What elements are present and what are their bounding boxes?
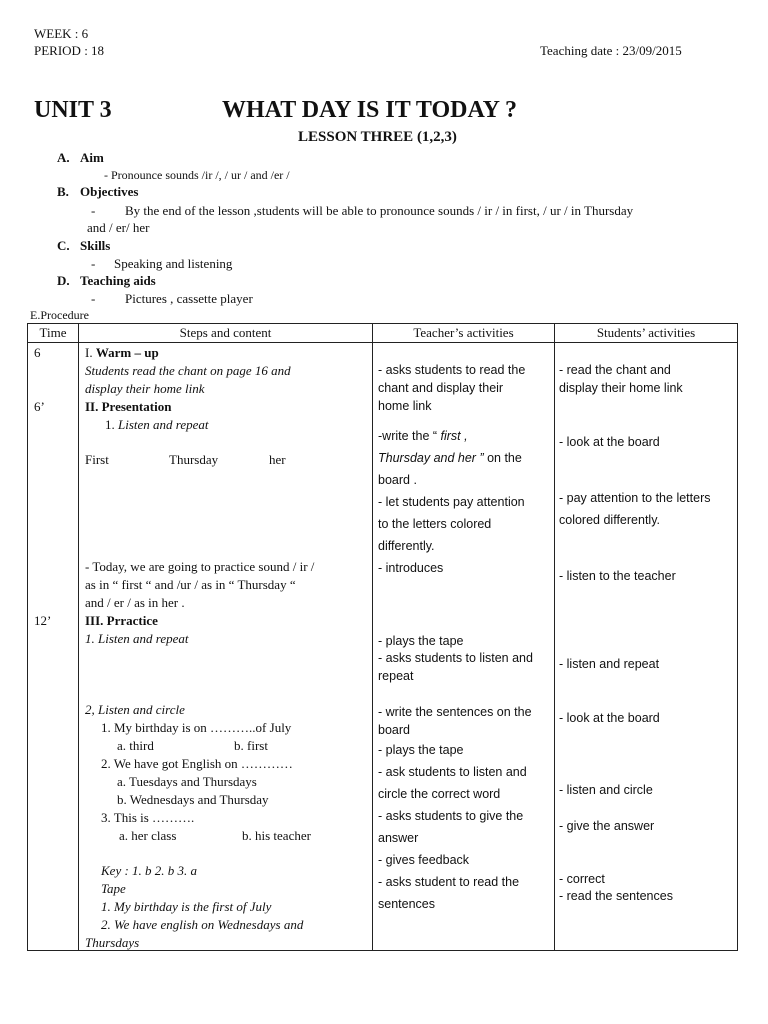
- warmup-title: Warm – up: [95, 345, 159, 360]
- section-title: Skills: [80, 238, 111, 253]
- intro-text: as in “ first “ and /ur / as in “ Thursday “: [85, 577, 296, 592]
- table-row: [28, 343, 738, 951]
- student-activity: - look at the board: [559, 711, 660, 725]
- section-item: - Pronounce sounds /ir /, / ur / and /er /: [104, 168, 290, 182]
- teacher-activity: to the letters colored: [378, 517, 492, 531]
- answer-key: Key : 1. b 2. b 3. a: [101, 863, 198, 878]
- target-word-her: her: [269, 452, 286, 467]
- bullet-dash: -: [91, 203, 96, 218]
- option: b. first: [234, 738, 268, 753]
- bullet-dash: -: [91, 256, 96, 271]
- student-activity: - listen and repeat: [559, 657, 660, 671]
- teacher-activity: board .: [378, 473, 417, 487]
- section-letter: A.: [57, 150, 70, 165]
- target-word-first: First: [85, 452, 109, 467]
- student-activity: - read the sentences: [559, 889, 673, 903]
- section-item: Pictures , cassette player: [125, 291, 253, 306]
- activity-words: first ,: [440, 429, 468, 443]
- teacher-activity: - gives feedback: [378, 853, 470, 867]
- question: 2. We have got English on …………: [101, 756, 293, 771]
- teacher-activity: - asks students to read the: [378, 363, 526, 377]
- lesson-title: LESSON THREE (1,2,3): [298, 129, 457, 145]
- unit-number: UNIT 3: [34, 97, 112, 123]
- student-activity: - look at the board: [559, 435, 660, 449]
- option: b. his teacher: [242, 828, 311, 843]
- section-title: Aim: [80, 150, 104, 165]
- teacher-cell: [373, 343, 555, 951]
- practice-heading: III. Prractice: [85, 613, 158, 628]
- teacher-activity: [378, 451, 522, 465]
- presentation-subheading: [105, 417, 209, 433]
- student-activity: - correct: [559, 872, 605, 886]
- teacher-activity: - let students pay attention: [378, 495, 525, 509]
- activity-text: -write the “: [378, 429, 441, 443]
- section-item-cont: and / er/ her: [87, 220, 150, 235]
- warmup-text: display their home link: [85, 381, 205, 396]
- option: a. her class: [119, 828, 177, 843]
- header-teacher: Teacher’s activities: [373, 324, 555, 343]
- time-practice: 12’: [34, 613, 52, 628]
- question: 3. This is ……….: [101, 810, 195, 825]
- tape-text: 1. My birthday is the first of July: [101, 899, 272, 914]
- unit-title: WHAT DAY IS IT TODAY ?: [222, 97, 518, 123]
- period-label: PERIOD : 18: [34, 43, 105, 58]
- student-activity: - listen to the teacher: [559, 569, 676, 583]
- steps-cell: [79, 343, 373, 951]
- teaching-date: Teaching date : 23/09/2015: [540, 43, 682, 58]
- teacher-activity: repeat: [378, 669, 414, 683]
- teacher-activity: - asks students to give the: [378, 809, 524, 823]
- presentation-heading: II. Presentation: [85, 399, 172, 414]
- teacher-activity: [378, 429, 468, 443]
- teacher-activity: differently.: [378, 539, 435, 553]
- section-title: Objectives: [80, 184, 139, 199]
- teacher-activity: - plays the tape: [378, 634, 464, 648]
- teacher-activity: - plays the tape: [378, 743, 464, 757]
- student-activity: - read the chant and: [559, 363, 671, 377]
- teacher-activity: sentences: [378, 897, 435, 911]
- student-activity: - pay attention to the letters: [559, 491, 711, 505]
- intro-text: - Today, we are going to practice sound / ir /: [85, 559, 315, 574]
- section-item: Speaking and listening: [114, 256, 233, 271]
- practice-subheading: 1. Listen and repeat: [85, 631, 189, 646]
- header-students: Students’ activities: [555, 324, 738, 343]
- header-time: Time: [28, 324, 79, 343]
- practice-subheading: 2, Listen and circle: [85, 702, 185, 717]
- procedure-table: [27, 323, 738, 951]
- section-letter: C.: [57, 238, 70, 253]
- student-activity: - listen and circle: [559, 783, 653, 797]
- option: b. Wednesdays and Thursday: [117, 792, 269, 807]
- teacher-activity: answer: [378, 831, 419, 845]
- teacher-activity: - asks student to read the: [378, 875, 520, 889]
- time-presentation: 6’: [34, 399, 45, 414]
- activity-words: Thursday and her ”: [378, 451, 484, 465]
- sub-title: Listen and repeat: [118, 417, 209, 432]
- time-cell: [28, 343, 79, 951]
- teacher-activity: chant and display their: [378, 381, 504, 395]
- header-steps: Steps and content: [79, 324, 373, 343]
- teacher-activity: - asks students to listen and: [378, 651, 533, 665]
- student-activity: colored differently.: [559, 513, 660, 527]
- sub-number: 1.: [105, 417, 118, 432]
- tape-label: Tape: [101, 881, 126, 896]
- option: a. Tuesdays and Thursdays: [117, 774, 257, 789]
- teacher-activity: - introduces: [378, 561, 444, 575]
- section-letter: D.: [57, 273, 70, 288]
- student-activity: display their home link: [559, 381, 683, 395]
- tape-text: Thursdays: [85, 935, 140, 950]
- intro-text: and / er / as in her .: [85, 595, 185, 610]
- bullet-dash: -: [91, 291, 96, 306]
- time-warmup: 6: [34, 345, 41, 360]
- target-word-thursday: Thursday: [169, 452, 219, 467]
- warmup-number: I.: [85, 345, 96, 360]
- warmup-heading: [85, 345, 159, 361]
- warmup-text: Students read the chant on page 16 and: [85, 363, 291, 378]
- option: a. third: [117, 738, 154, 753]
- section-item: By the end of the lesson ,students will be able to pronounce sounds / ir / in first, / ur / in Thursday: [125, 203, 634, 218]
- section-letter: B.: [57, 184, 69, 199]
- teacher-activity: - write the sentences on the: [378, 705, 532, 719]
- question: 1. My birthday is on ………..of July: [101, 720, 292, 735]
- students-cell: [555, 343, 738, 951]
- section-title: Teaching aids: [80, 273, 156, 288]
- tape-text: 2. We have english on Wednesdays and: [101, 917, 304, 932]
- student-activity: - give the answer: [559, 819, 655, 833]
- teacher-activity: home link: [378, 399, 432, 413]
- activity-text: on the: [483, 451, 522, 465]
- week-label: WEEK : 6: [34, 26, 89, 41]
- table-header-row: [28, 324, 738, 343]
- teacher-activity: - ask students to listen and: [378, 765, 527, 779]
- teacher-activity: circle the correct word: [378, 787, 501, 801]
- teacher-activity: board: [378, 723, 410, 737]
- procedure-label: E.Procedure: [30, 308, 89, 322]
